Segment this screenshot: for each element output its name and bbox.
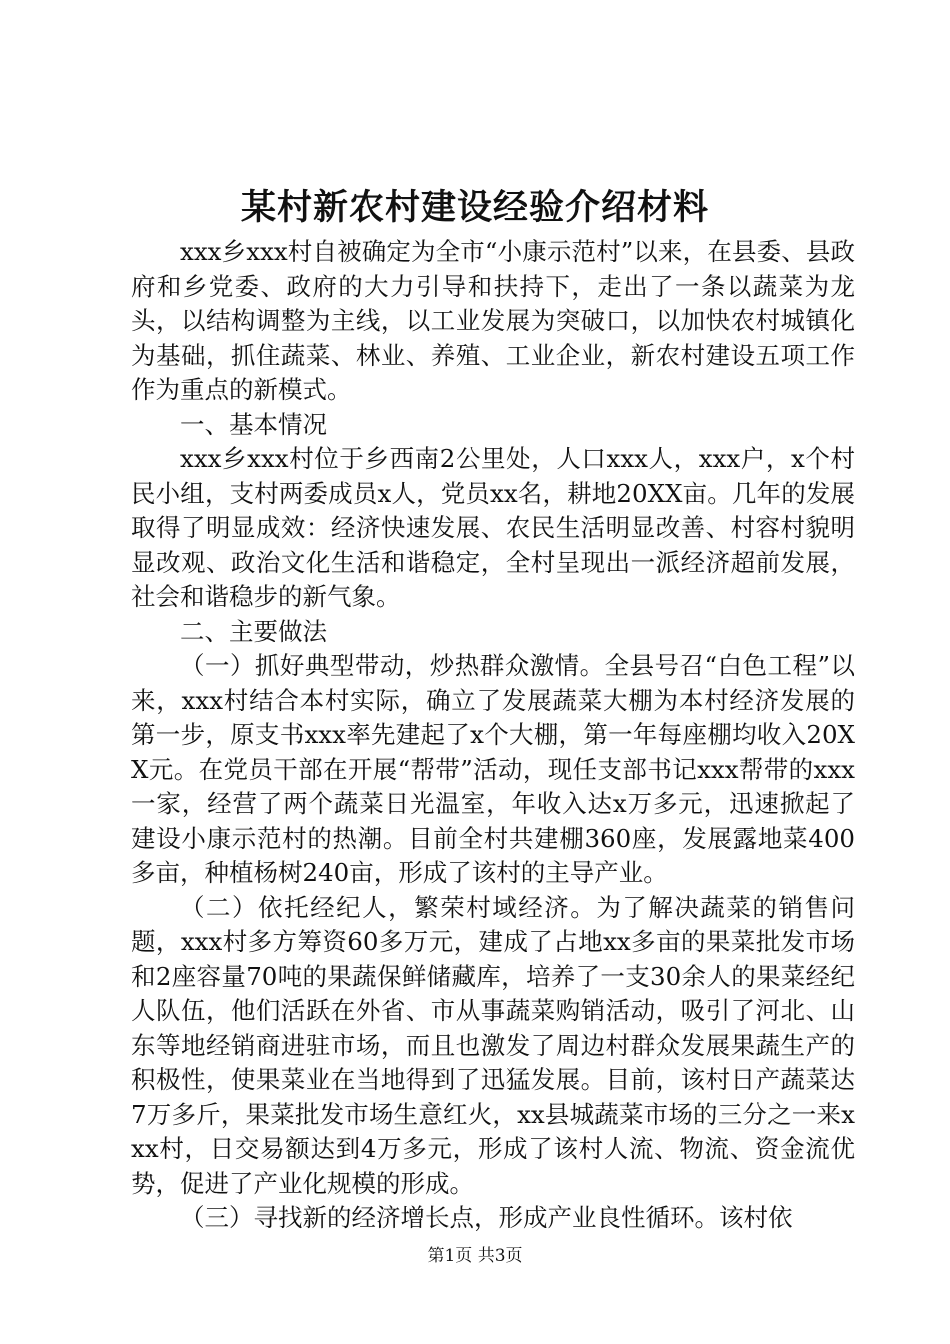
practice-paragraph-1: （一）抓好典型带动，炒热群众激情。全县号召“白色工程”以来，xxx村结合本村实际，确立了发展蔬菜大棚为本村经济发展的第一步，原支书xxx率先建起了x个大棚，第一年每座棚均收入20XX元。在党员干部在开展“帮带”活动，现任支部书记xxx帮带的xxx一家，经营了两个蔬菜日光温室，年收入达x万多元，迅速掀起了建设小康示范村的热潮。目前全村共建棚360座，发展露地菜400多亩，种植杨树240亩，形成了该村的主导产业。 (131, 651, 855, 887)
document-body (131, 235, 855, 1236)
section-heading-basic-situation: 一、基本情况 (180, 409, 327, 439)
page-number-footer: 第1页 共3页 (427, 1246, 523, 1266)
practice-paragraph-3: （三）寻找新的经济增长点，形成产业良性循环。该村依 (180, 1203, 793, 1232)
section-heading-main-practices: 二、主要做法 (180, 616, 327, 646)
basic-situation-paragraph: xxx乡xxx村位于乡西南2公里处，人口xxx人，xxx户，x个村民小组，支村两委成员x人，党员xx名，耕地20XX亩。几年的发展取得了明显成效：经济快速发展、农民生活明显改善、村容村貌明显改观、政治文化生活和谐稳定，全村呈现出一派经济超前发展，社会和谐稳步的新气象。 (131, 444, 855, 611)
document-title: 某村新农村建设经验介绍材料 (240, 188, 709, 228)
intro-paragraph: xxx乡xxx村自被确定为全市“小康示范村”以来，在县委、县政府和乡党委、政府的大力引导和扶持下，走出了一条以蔬菜为龙头，以结构调整为主线，以工业发展为突破口，以加快农村城镇化为基础，抓住蔬菜、林业、养殖、工业企业，新农村建设五项工作作为重点的新模式。 (131, 237, 855, 404)
practice-paragraph-2: （二）依托经纪人，繁荣村域经济。为了解决蔬菜的销售问题，xxx村多方筹资60多万元，建成了占地xx多亩的果菜批发市场和2座容量70吨的果蔬保鲜储藏库，培养了一支30余人的果菜经纪人队伍，他们活跃在外省、市从事蔬菜购销活动，吸引了河北、山东等地经销商进驻市场，而且也激发了周边村群众发展果蔬生产的积极性，使果菜业在当地得到了迅猛发展。目前，该村日产蔬菜达7万多斤，果菜批发市场生意红火，xx县城蔬菜市场的三分之一来xxx村，日交易额达到4万多元，形成了该村人流、物流、资金流优势，促进了产业化规模的形成。 (131, 892, 855, 1198)
